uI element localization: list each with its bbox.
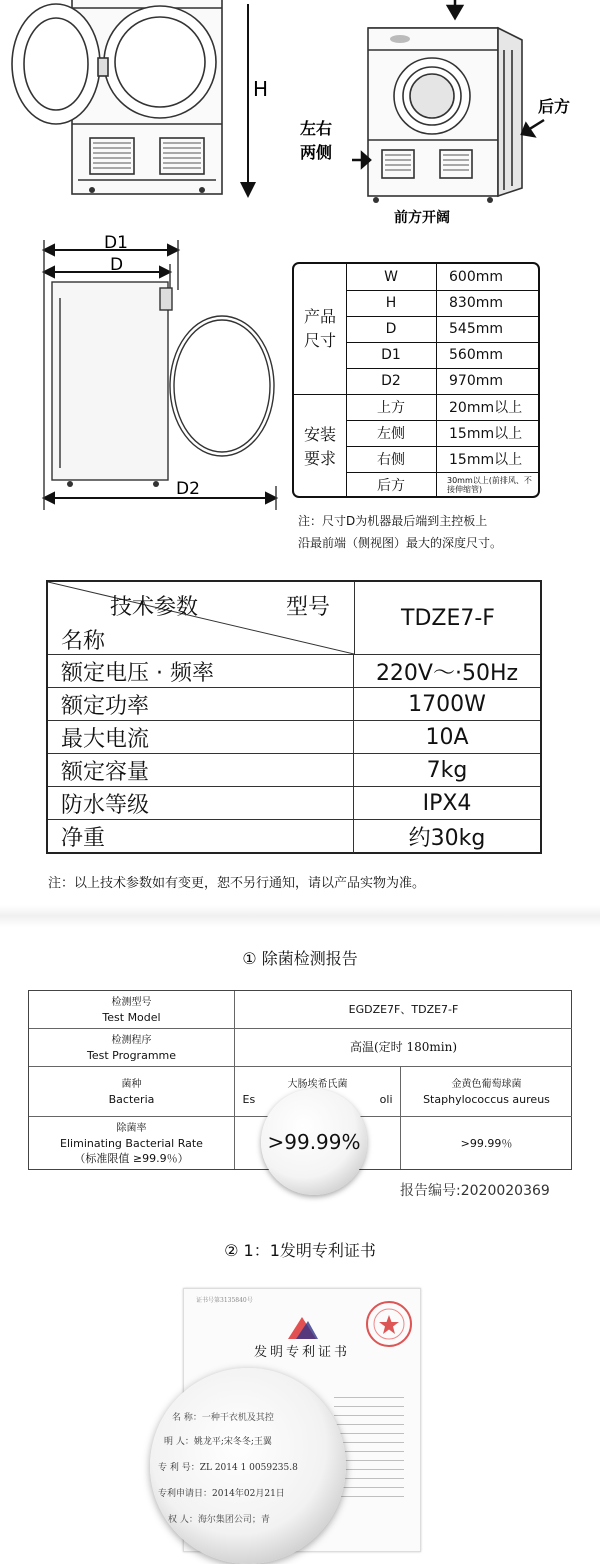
patent-emblem-icon <box>282 1313 322 1343</box>
dim-row-h <box>346 290 538 317</box>
dim-value: 560mm <box>449 347 503 363</box>
sides-label-1: 左右 <box>300 119 333 138</box>
install-value: 15mm以上 <box>449 452 523 468</box>
magnifier-ecoli-rate: >99.99% <box>261 1089 367 1195</box>
dim-key: H <box>346 290 437 316</box>
spec-value: 10A <box>425 725 469 750</box>
spec-row <box>48 720 540 754</box>
d-label: D <box>110 255 124 275</box>
dimension-note-line2: 沿最前端（侧视图）最大的深度尺寸。 <box>298 536 503 550</box>
dim-key: D2 <box>346 368 437 394</box>
header-name: 名称 <box>61 629 106 654</box>
staph-cell <box>401 1067 572 1117</box>
patent-number-mark: ② <box>224 1241 239 1260</box>
front-view-diagram <box>0 0 290 215</box>
bacteria-cn: 菌种 <box>121 1078 142 1090</box>
install-row-back <box>346 472 538 498</box>
spec-row <box>48 753 540 787</box>
cert-line-name: 名 称：一种干衣机及其控 <box>172 1413 274 1423</box>
spec-value: 220V～·50Hz <box>375 661 519 686</box>
dim-key: D <box>346 316 437 342</box>
test-model-cn: 检测型号 <box>111 996 152 1008</box>
spec-name: 额定容量 <box>48 754 354 787</box>
dimension-note <box>298 510 568 554</box>
dim-value: 600mm <box>449 269 503 285</box>
height-label: H <box>253 77 269 101</box>
side-view-diagram <box>0 228 290 518</box>
dim-key: D1 <box>346 342 437 368</box>
front-label: 前方开阔 <box>394 210 450 226</box>
header-model: 型号 <box>286 595 331 620</box>
spec-name: 额定功率 <box>48 688 354 721</box>
spec-row <box>48 687 540 721</box>
sides-label-2: 两侧 <box>300 143 333 162</box>
perspective-view-diagram <box>290 0 600 235</box>
programme-label <box>29 1029 235 1067</box>
spec-value: 7kg <box>426 758 468 783</box>
spec-table <box>46 580 542 854</box>
rate-en: Eliminating Bacterial Rate <box>60 1136 203 1150</box>
patent-section-title <box>0 1238 600 1261</box>
install-req-group: 安装 要求 <box>294 394 347 498</box>
test-model-label <box>29 991 235 1029</box>
cert-line-apply-date: 专利申请日：2014年02月21日 <box>158 1489 285 1499</box>
install-key: 后方 <box>346 472 437 498</box>
spec-name: 净重 <box>48 820 354 853</box>
install-row-top <box>346 394 538 421</box>
spec-value: 约30kg <box>408 826 486 851</box>
spec-row <box>48 819 540 853</box>
product-size-group: 产品 尺寸 <box>294 264 347 395</box>
section-divider <box>0 905 600 927</box>
dim-row-d2 <box>346 368 538 395</box>
spec-row <box>48 654 540 688</box>
cert-line-owner: 权 人：海尔集团公司；青 <box>168 1515 270 1525</box>
programme-en: Test Programme <box>86 1048 177 1062</box>
report-section-title <box>0 946 600 969</box>
d2-label: D2 <box>176 479 200 499</box>
install-row-right <box>346 446 538 473</box>
install-key: 上方 <box>346 394 437 420</box>
dim-key: W <box>346 264 437 290</box>
dimension-note-line1: 注：尺寸D为机器最后端到主控板上 <box>298 514 488 528</box>
dimensions-table <box>292 262 540 498</box>
bacteria-label <box>29 1067 235 1117</box>
install-value: 20mm以上 <box>449 400 523 416</box>
spec-value: 1700W <box>408 692 486 717</box>
dim-value: 545mm <box>449 321 503 337</box>
cert-line-patent-no: 专 利 号：ZL 2014 1 0059235.8 <box>158 1463 298 1473</box>
dim-row-d1 <box>346 342 538 369</box>
report-title: 除菌检测报告 <box>261 949 358 968</box>
staph-en: Staphylococcus aureus <box>423 1092 550 1106</box>
cert-title: 发明专利证书 <box>253 1345 350 1360</box>
dim-value: 970mm <box>449 373 503 389</box>
test-model-en: Test Model <box>102 1010 161 1024</box>
cert-number: 证书号第3135840号 <box>196 1297 253 1304</box>
rate-cn: 除菌率 <box>116 1122 147 1134</box>
d1-label: D1 <box>104 233 128 253</box>
report-number: 报告编号:2020020369 <box>400 1183 550 1199</box>
rate-limit: （标准限值 ≥99.9％） <box>74 1151 189 1165</box>
cert-line-inventor: 明 人：姚龙平;宋冬冬;王翼 <box>164 1437 272 1447</box>
rate-label <box>29 1117 235 1169</box>
ecoli-en-right: oli <box>379 1092 393 1106</box>
dim-row-w <box>346 264 538 291</box>
programme-cn: 检测程序 <box>111 1034 152 1046</box>
spec-name: 防水等级 <box>48 787 354 820</box>
header-param: 技术参数 <box>110 595 199 620</box>
install-row-left <box>346 420 538 447</box>
staph-cn: 金黄色葡萄球菌 <box>451 1078 522 1090</box>
ecoli-en-left: Es <box>242 1092 256 1106</box>
certificate-magnifier <box>150 1368 346 1564</box>
programme-value: 高温(定时 180min) <box>235 1029 572 1067</box>
install-key: 左侧 <box>346 420 437 446</box>
model-value: TDZE7-F <box>401 605 495 631</box>
install-value: 15mm以上 <box>449 426 523 442</box>
spec-note: 注：以上技术参数如有变更，恕不另行通知，请以产品实物为准。 <box>48 876 426 891</box>
patent-title: 1：1发明专利证书 <box>243 1241 376 1260</box>
bacteria-en: Bacteria <box>108 1092 155 1106</box>
test-model-value: EGDZE7F、TDZE7-F <box>235 991 572 1029</box>
ecoli-cn: 大肠埃希氏菌 <box>287 1078 348 1090</box>
spec-name: 额定电压 · 频率 <box>48 655 354 688</box>
install-key: 右侧 <box>346 446 437 472</box>
install-value: 30mm以上(前排风、不接伸缩管) <box>447 476 532 494</box>
report-table <box>28 990 572 1170</box>
dim-row-d <box>346 316 538 343</box>
dim-value: 830mm <box>449 295 503 311</box>
back-label: 后方 <box>538 97 571 116</box>
report-number-mark: ① <box>242 949 257 968</box>
spec-row <box>48 786 540 820</box>
spec-name: 最大电流 <box>48 721 354 754</box>
staph-rate: >99.99％ <box>460 1136 513 1150</box>
spec-value: IPX4 <box>422 791 472 816</box>
